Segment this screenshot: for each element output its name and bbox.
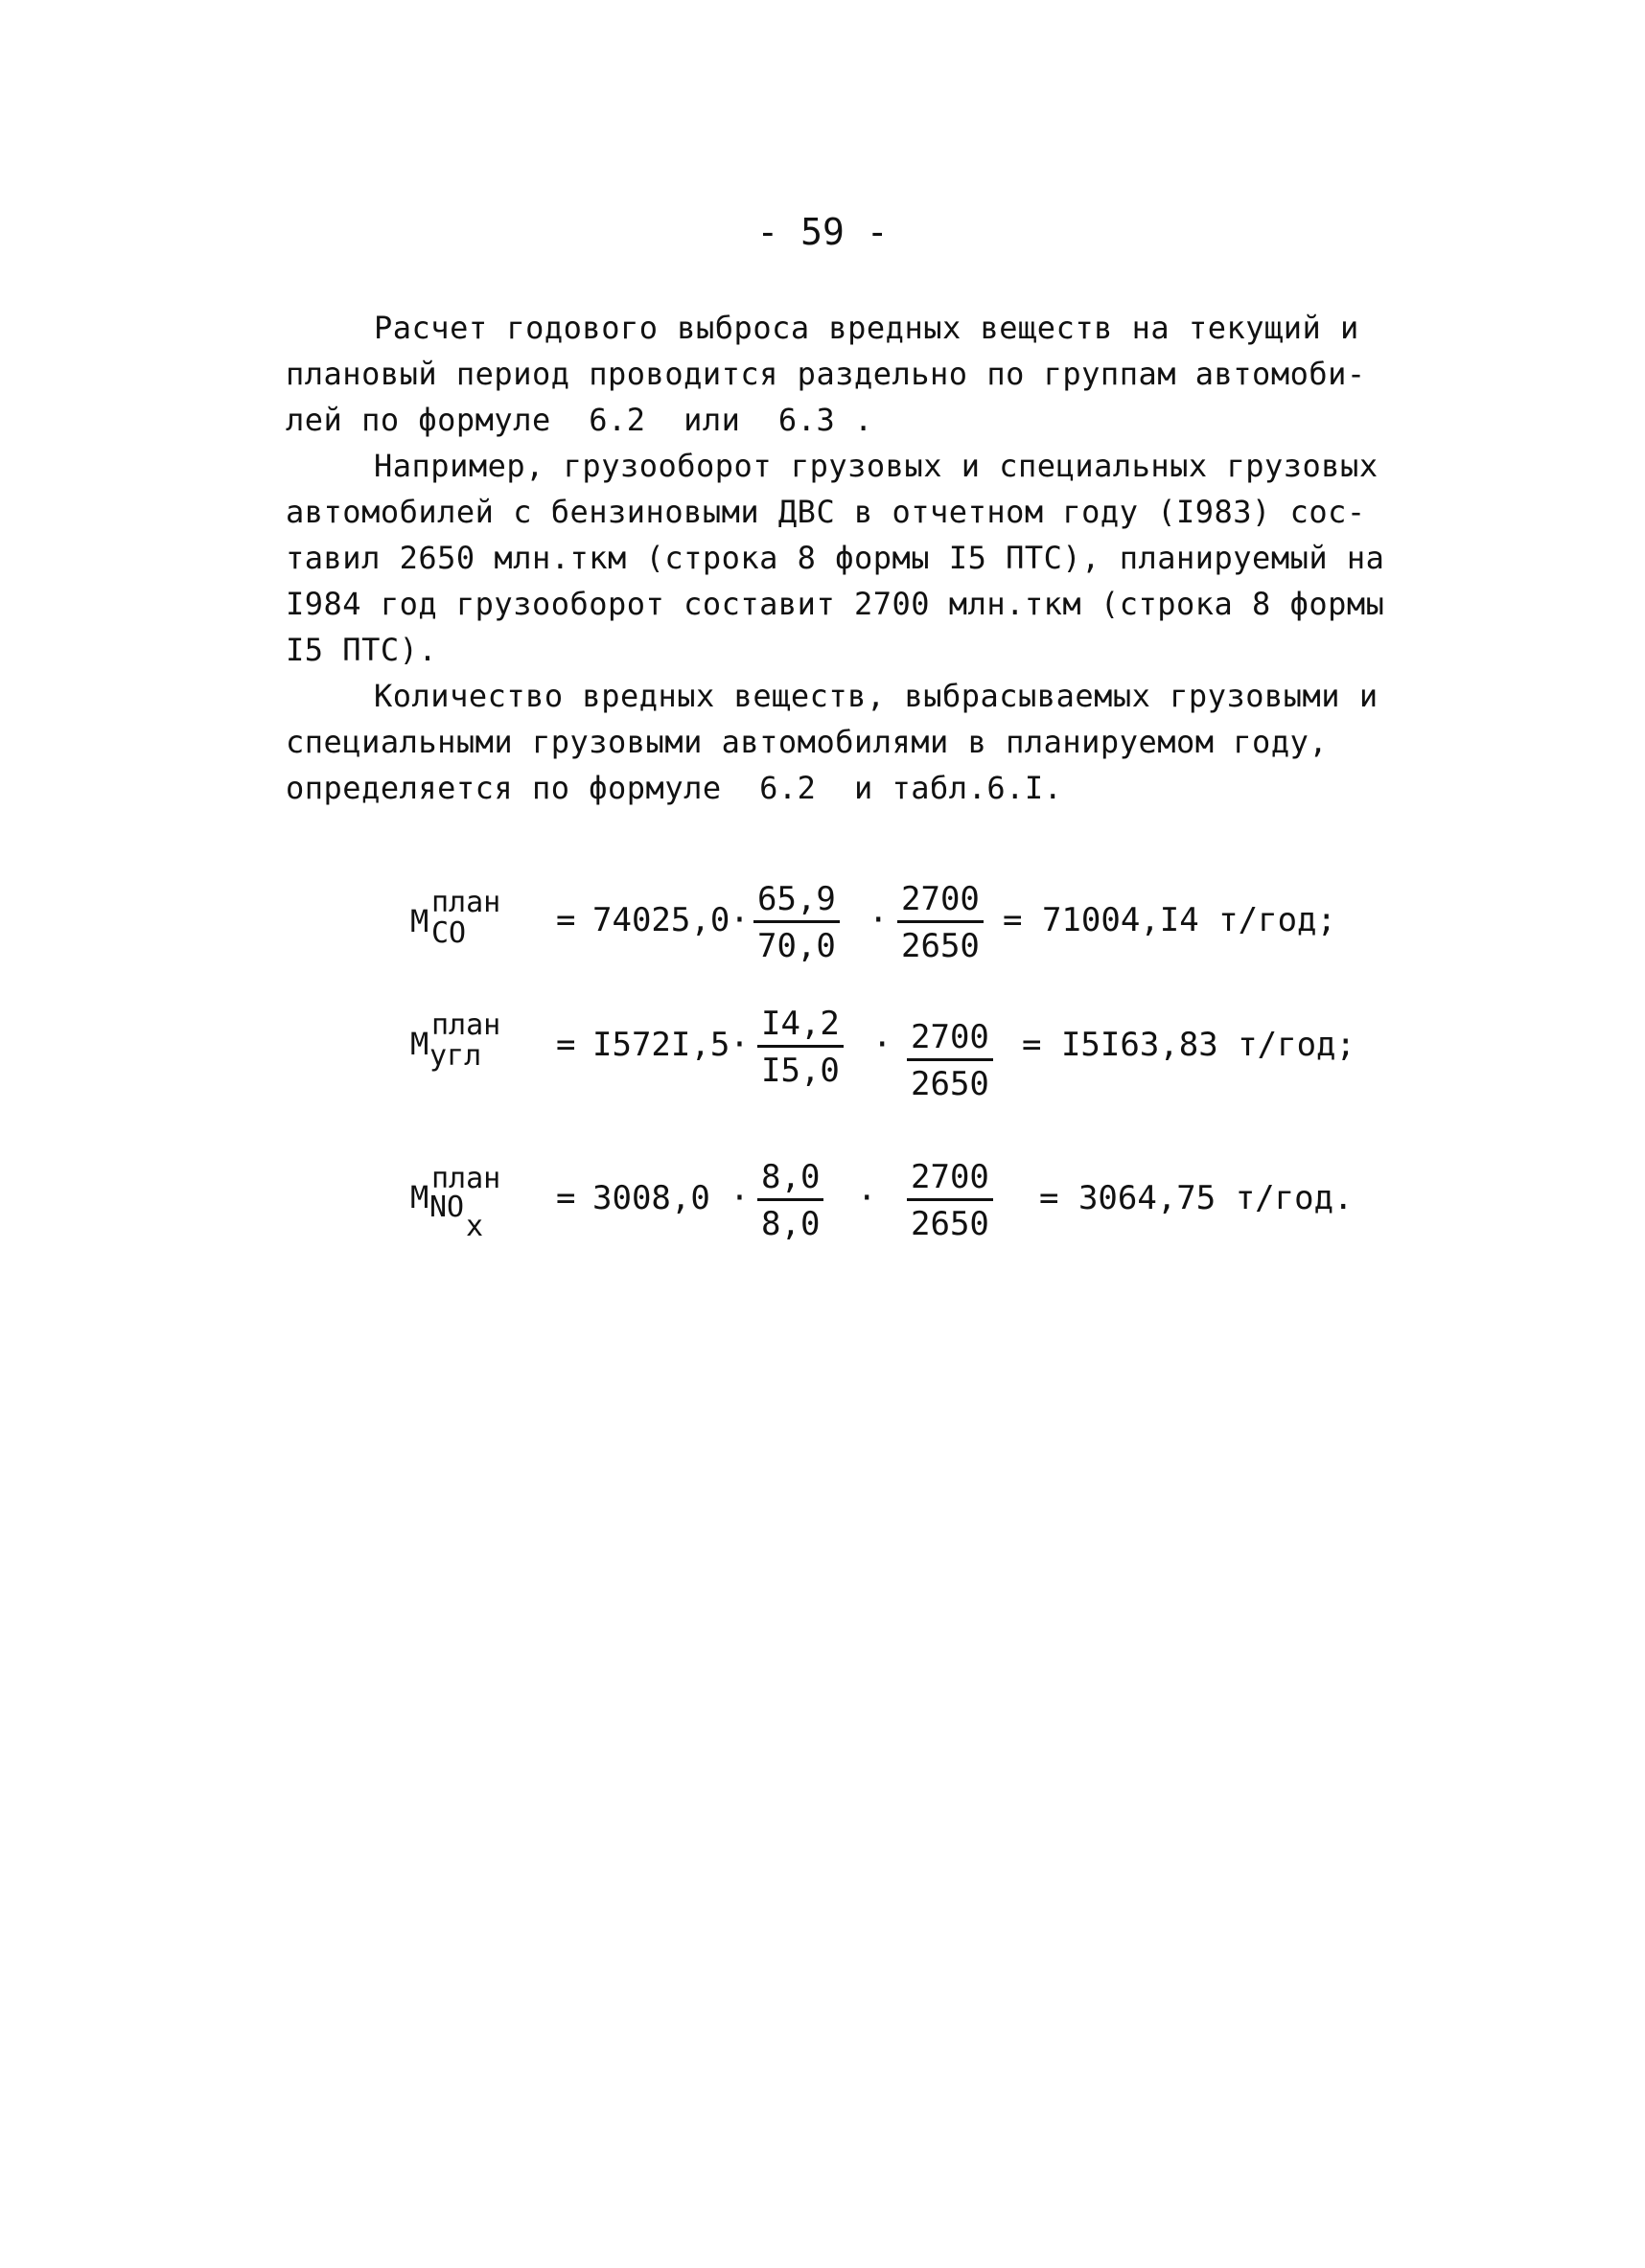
text-line: I5 ПТС). — [286, 632, 438, 668]
formula-hydrocarbons — [410, 1005, 1369, 1110]
formula-subscript: NO — [429, 1191, 465, 1224]
fraction-freight — [907, 1158, 993, 1245]
formula-co — [410, 880, 1369, 985]
formula-symbol: M — [410, 903, 429, 939]
formula-base-value: 74025,0· — [592, 901, 750, 939]
formula-subscript: CO — [431, 916, 467, 950]
text-line: специальными грузовыми автомобилями в планируемом году, — [286, 724, 1329, 760]
text-line: Расчет годового выброса вредных веществ на текущий и — [374, 310, 1359, 346]
formula-subscript: угл — [429, 1039, 482, 1073]
fraction-denominator: I5,0 — [761, 1052, 840, 1090]
formula-dot: · — [869, 901, 889, 939]
fraction-denominator: 8,0 — [761, 1205, 821, 1243]
text-line: I984 год грузооборот составит 2700 млн.ткм (строка 8 формы — [286, 586, 1385, 622]
text-line: определяется по формуле 6.2 и табл.6.I. — [286, 770, 1063, 806]
text-line: плановый период проводится раздельно по группам автомоби- — [286, 356, 1366, 392]
fraction-numerator: I4,2 — [757, 1005, 844, 1048]
formula-dot: · — [872, 1026, 892, 1064]
formula-superscript: план — [431, 1162, 501, 1195]
formula-result: = 3064,75 т/год. — [1039, 1179, 1354, 1217]
formula-result: = I5I63,83 т/год; — [1022, 1026, 1355, 1064]
fraction-mileage — [757, 1005, 844, 1092]
fraction-mileage — [757, 1158, 823, 1245]
fraction-freight — [907, 1018, 993, 1105]
fraction-numerator: 2700 — [907, 1158, 993, 1201]
formula-dot: · — [857, 1179, 877, 1217]
paragraph-emissions-quantity — [286, 673, 1379, 811]
page-number: - 59 - — [756, 211, 889, 253]
formula-symbol: M — [410, 1026, 429, 1062]
formula-superscript: план — [431, 886, 501, 919]
paragraph-calculation-method — [286, 305, 1369, 443]
formula-symbol: M — [410, 1179, 429, 1215]
formula-superscript: план — [431, 1008, 501, 1042]
formula-base-value: I572I,5· — [592, 1026, 750, 1064]
fraction-denominator: 2650 — [901, 927, 980, 965]
text-line: тавил 2650 млн.ткм (строка 8 формы I5 ПТС), планируемый на — [286, 540, 1385, 576]
fraction-mileage — [753, 880, 840, 967]
text-line: автомобилей с бензиновыми ДВС в отчетном году (I983) сос- — [286, 494, 1366, 530]
formula-equals: = — [556, 901, 576, 939]
text-line: Например, грузооборот грузовых и специальных грузовых — [374, 448, 1379, 484]
formula-subscript-index: x — [466, 1210, 484, 1243]
text-line: лей по формуле 6.2 или 6.3 . — [286, 402, 873, 438]
fraction-numerator: 2700 — [897, 880, 984, 923]
fraction-denominator: 2650 — [911, 1205, 989, 1243]
formula-equals: = — [556, 1179, 576, 1217]
formula-nitrogen-oxides — [410, 1158, 1369, 1263]
fraction-numerator: 8,0 — [757, 1158, 823, 1201]
fraction-freight — [897, 880, 984, 967]
fraction-denominator: 70,0 — [757, 927, 836, 965]
fraction-denominator: 2650 — [911, 1065, 989, 1103]
formula-result: = 71004,I4 т/год; — [1003, 901, 1336, 939]
formula-base-value: 3008,0 · — [592, 1179, 750, 1217]
fraction-numerator: 65,9 — [753, 880, 840, 923]
paragraph-example — [286, 443, 1385, 673]
text-line: Количество вредных веществ, выбрасываемых грузовыми и — [374, 678, 1379, 714]
fraction-numerator: 2700 — [907, 1018, 993, 1061]
formula-equals: = — [556, 1026, 576, 1064]
